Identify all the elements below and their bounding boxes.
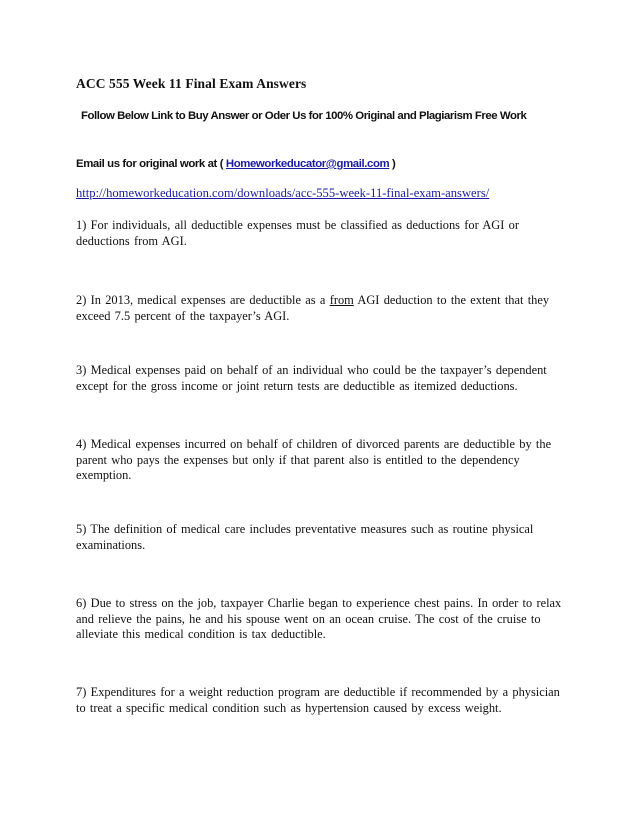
document-subtitle: Follow Below Link to Buy Answer or Oder Us for 100% Original and Plagiarism Free Work bbox=[81, 110, 527, 122]
document-title: ACC 555 Week 11 Final Exam Answers bbox=[76, 76, 307, 91]
email-prefix: Email us for original work at ( bbox=[76, 158, 226, 170]
email-link[interactable]: Homeworkeducator@gmail.com bbox=[225, 158, 390, 170]
question-2-underlined-word: from bbox=[329, 293, 354, 307]
question-5: 5) The definition of medical care includes preventative measures such as routine physical examinations. bbox=[76, 522, 534, 552]
question-4: 4) Medical expenses incurred on behalf of children of divorced parents are deductible by the parent who pays the expenses but only if that parent also is entitled to the dependency exemption. bbox=[76, 437, 552, 483]
email-suffix: ) bbox=[389, 158, 396, 170]
question-2-after: AGI deduction to the extent that they exceed 7.5 percent of the taxpayer’s AGI. bbox=[76, 293, 550, 323]
question-2 bbox=[76, 293, 568, 324]
question-6: 6) Due to stress on the job, taxpayer Charlie began to experience chest pains. In order to relax and relieve the pains, he and his spouse went on an ocean cruise. The cost of the cruise to alleviate this medical condition is tax deductible. bbox=[76, 596, 562, 642]
purchase-url-link[interactable]: http://homeworkeducation.com/downloads/acc-555-week-11-final-exam-answers/ bbox=[76, 186, 490, 200]
question-1: 1) For individuals, all deductible expenses must be classified as deductions for AGI or deductions from AGI. bbox=[76, 218, 519, 248]
question-7: 7) Expenditures for a weight reduction program are deductible if recommended by a physician to treat a specific medical condition such as hypertension caused by excess weight. bbox=[76, 685, 560, 715]
email-line bbox=[76, 158, 395, 170]
question-3: 3) Medical expenses paid on behalf of an individual who could be the taxpayer’s dependent except for the gross income or joint return tests are deductible as itemized deductions. bbox=[76, 363, 547, 393]
question-2-before: 2) In 2013, medical expenses are deductible as a bbox=[76, 293, 330, 307]
